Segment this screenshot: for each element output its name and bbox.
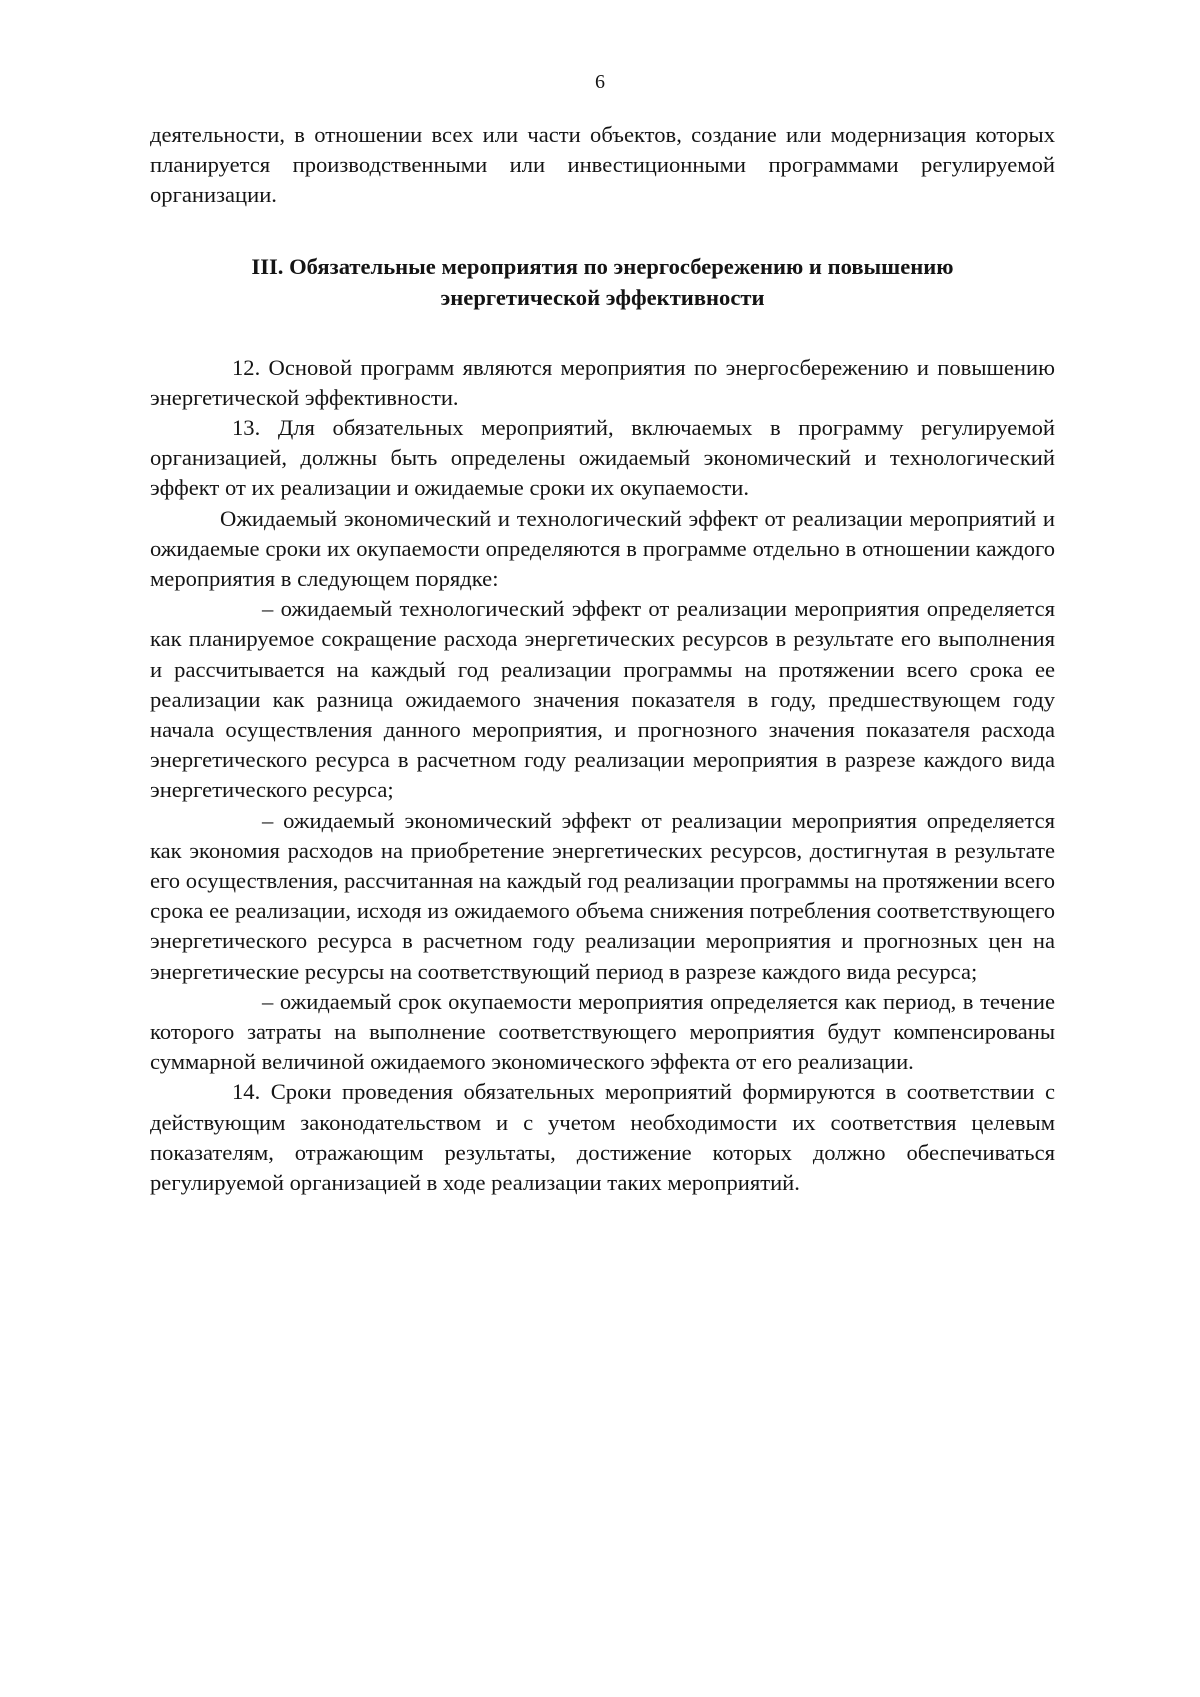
- section-heading: [150, 251, 1055, 313]
- paragraph-13-continuation: Ожидаемый экономический и технологический эффект от реализации мероприятий и ожидаемые сроки их окупаемости определяются в программе отдельно в отношении каждого мероприятия в следующем порядке:: [150, 505, 1055, 592]
- paragraph-12: 12. Основой программ являются мероприятия по энергосбережению и повышению энергетической эффективности.: [150, 354, 1055, 410]
- page-number: 6: [595, 71, 605, 93]
- paragraph-13: 13. Для обязательных мероприятий, включаемых в программу регулируемой организацией, должны быть определены ожидаемый экономический и технологический эффект от их реализации и ожидаемые сроки их окупаемости.: [150, 415, 1055, 501]
- dash-item-economic-effect: – ожидаемый экономический эффект от реализации мероприятия определяется как экономия расходов на приобретение энергетических ресурсов, достигнутая в результате его осуществления, рассчитанная на каждый год реализации программы на протяжении всего срока ее реализации, исходя из ожидаемого объема снижения потребления соответствующего энергетического ресурса в расчетном году реализации мероприятия и прогнозных цен на энергетические ресурсы на соответствующий период в разрезе каждого вида ресурса;: [150, 807, 1055, 984]
- document-body: [150, 120, 1055, 1198]
- section-heading-line-2: энергетической эффективности: [440, 284, 765, 310]
- dash-item-payback-period: – ожидаемый срок окупаемости мероприятия определяется как период, в течение которого затраты на выполнение соответствующего мероприятия будут компенсированы суммарной величиной ожидаемого экономического эффекта от его реализации.: [150, 988, 1055, 1075]
- paragraph-14: 14. Сроки проведения обязательных мероприятий формируются в соответствии с действующим законодательством и с учетом необходимости их соответствия целевым показателям, отражающим результаты, достижение которых должно обеспечиваться регулируемой организацией в ходе реализации таких мероприятий.: [150, 1079, 1055, 1196]
- dash-item-technological-effect: – ожидаемый технологический эффект от реализации мероприятия определяется как планируемое сокращение расхода энергетических ресурсов в результате его выполнения и рассчитывается на каждый год реализации программы на протяжении всего срока ее реализации как разница ожидаемого значения показателя в году, предшествующем году начала осуществления данного мероприятия, и прогнозного значения показателя расхода энергетического ресурса в расчетном году реализации мероприятия в разрезе каждого вида энергетического ресурса;: [150, 596, 1055, 803]
- intro-paragraph: деятельности, в отношении всех или части объектов, создание или модернизация которых планируется производственными или инвестиционными программами регулируемой организации.: [150, 122, 1055, 208]
- section-heading-line-1: III. Обязательные мероприятия по энергосбережению и повышению: [251, 253, 954, 279]
